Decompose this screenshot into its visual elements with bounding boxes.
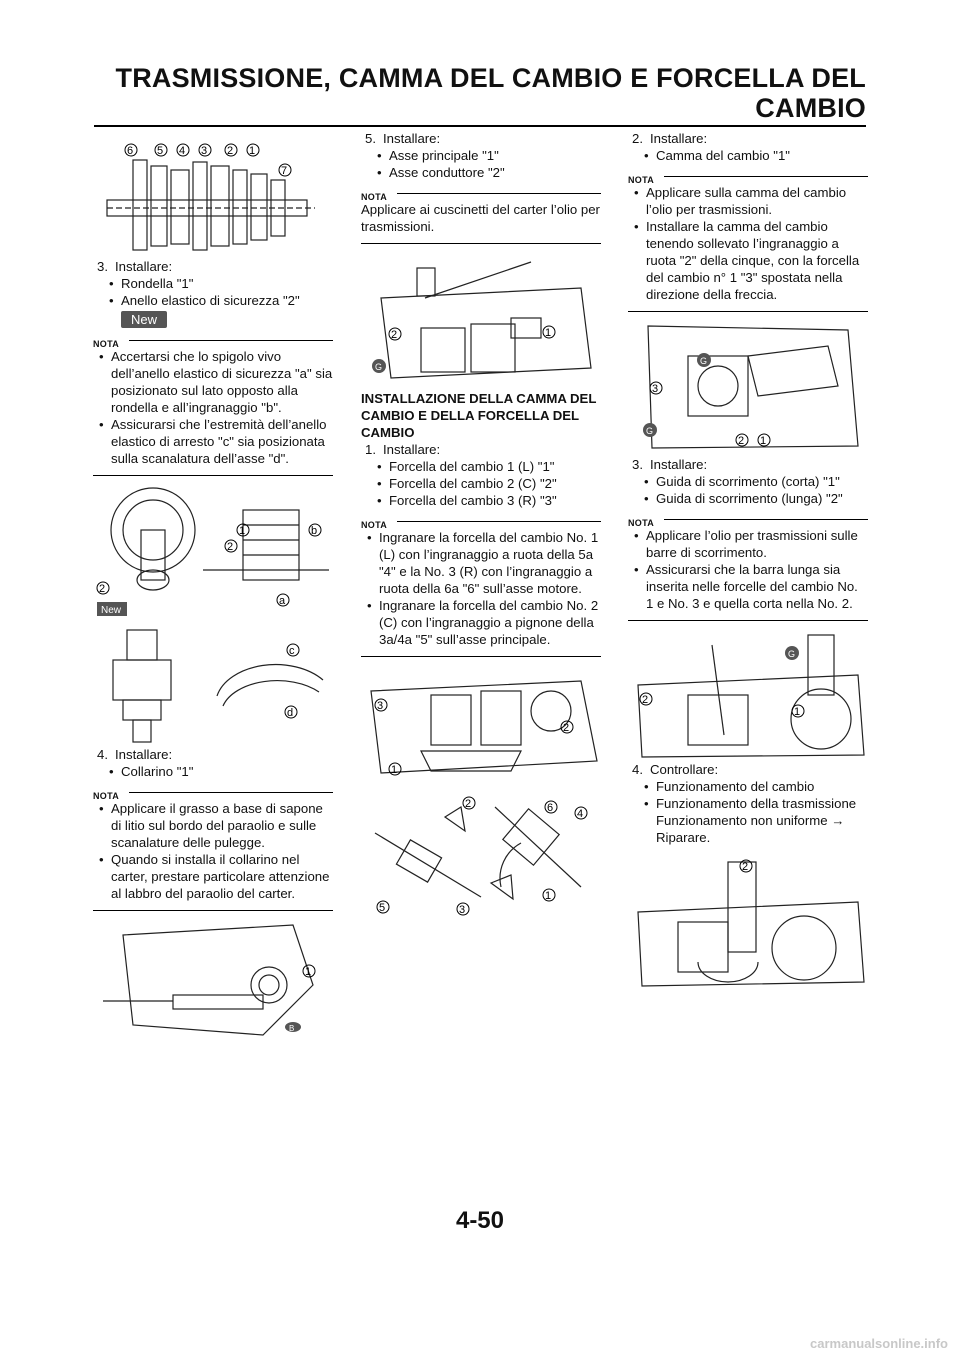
- fig2-callout: 2: [227, 541, 234, 553]
- nota-end-rule: [361, 656, 601, 657]
- figure-guide-bar: [628, 625, 868, 761]
- nota-item: • Ingranare la forcella del cambio No. 2 (C) con l’ingranaggio a pignone della 3a/4a "5" sull’asse principale.: [361, 597, 601, 648]
- figure-gear-shaft: [93, 130, 333, 258]
- step-4: 4. Installare:: [97, 747, 173, 762]
- nota-end-rule: [93, 910, 333, 911]
- fig-callout: 3: [652, 383, 659, 395]
- nota-header: NOTA: [361, 515, 601, 527]
- nota-header: NOTA: [361, 187, 601, 199]
- fig1-callout: 5: [157, 145, 164, 157]
- header-rule: [94, 125, 866, 127]
- fig-callout: 4: [577, 808, 584, 820]
- nota-item: • Assicurarsi che la barra lunga sia inserita nelle forcelle del cambio No. 1 e No. 3 e quella corta nella No. 2.: [628, 561, 868, 612]
- fig2-callout: 2: [99, 583, 106, 595]
- step-3: 3. Installare:: [632, 457, 708, 472]
- fig4-callout: 1: [305, 966, 312, 978]
- fig1-callout: 6: [127, 145, 134, 157]
- action-text: Riparare.: [656, 830, 711, 845]
- column-3: [628, 130, 868, 992]
- fig3-callout: d: [287, 707, 294, 719]
- nota-header: NOTA: [628, 170, 868, 182]
- page-title-line1: TRASMISSIONE, CAMMA DEL CAMBIO E FORCELLA DEL: [115, 63, 866, 93]
- page-title-line2: CAMBIO: [755, 93, 866, 123]
- fig1-callout: 7: [281, 165, 288, 177]
- fig-callout: 2: [738, 435, 745, 447]
- footer-watermark: carmanualsonline.info: [810, 1336, 948, 1351]
- nota-end-rule: [93, 475, 333, 476]
- fig-callout: 3: [459, 904, 466, 916]
- fig2-new-badge: New: [101, 605, 122, 616]
- fig1-callout: 4: [179, 145, 186, 157]
- fig2-callout: b: [311, 525, 318, 537]
- nota-end-rule: [361, 243, 601, 244]
- fig-callout: 1: [794, 706, 801, 718]
- figure-circlip: [93, 480, 333, 620]
- step-5: 5. Installare:: [365, 131, 441, 146]
- figure-collar-install: [93, 915, 333, 1045]
- step-1: 1. Installare:: [365, 442, 441, 457]
- list-item: • Asse conduttore "2": [361, 164, 601, 181]
- fig-callout: 2: [465, 798, 472, 810]
- page-number: 4-50: [455, 1207, 505, 1234]
- step-4: 4. Controllare:: [632, 762, 719, 777]
- list-item: • Forcella del cambio 3 (R) "3": [361, 492, 601, 509]
- fig-callout: G: [700, 356, 708, 366]
- figure-shaft-install: [361, 248, 601, 390]
- fig-callout: 1: [760, 435, 767, 447]
- fig-callout: 1: [391, 764, 398, 776]
- list-item: • Anello elastico di sicurezza "2": [93, 292, 333, 309]
- figure-check-operation: [628, 852, 868, 992]
- fig3-callout: c: [289, 645, 295, 657]
- list-item: • Forcella del cambio 1 (L) "1": [361, 458, 601, 475]
- list-item: • Guida di scorrimento (lunga) "2": [628, 490, 868, 507]
- section-heading: INSTALLAZIONE DELLA CAMMA DEL CAMBIO E DELLA FORCELLA DEL CAMBIO: [361, 391, 597, 440]
- fig-callout: 2: [391, 329, 398, 341]
- nota-item: • Applicare l’olio per trasmissioni sulle barre di scorrimento.: [628, 527, 868, 561]
- nota-item: • Accertarsi che lo spigolo vivo dell’anello elastico di sicurezza "a" sia posizionato sul lato opposto alla rondella e all’ingranaggio "b".: [93, 348, 333, 416]
- figure-fork-install: [361, 661, 601, 787]
- fig1-callout: 1: [249, 145, 256, 157]
- fig-callout: 2: [563, 722, 570, 734]
- fig4-callout: B: [289, 1024, 295, 1033]
- fig-callout: 2: [642, 694, 649, 706]
- nota-item: • Installare la camma del cambio tenendo sollevato l’ingranaggio a ruota "2" della cinque, con la forcella del cambio n° 1 "3" spostata nella direzione della freccia.: [628, 218, 868, 303]
- fig-callout: 3: [377, 700, 384, 712]
- fig-callout: 1: [545, 327, 552, 339]
- step-2: 2. Installare:: [632, 131, 708, 146]
- list-item: • Asse principale "1": [361, 147, 601, 164]
- fig2-callout: a: [279, 595, 286, 607]
- fig1-callout: 3: [201, 145, 208, 157]
- fig2-callout: 1: [239, 525, 246, 537]
- nota-header: NOTA: [93, 786, 333, 798]
- figure-shaft-circlip: [93, 620, 333, 746]
- column-1: [93, 130, 333, 1045]
- list-item: • Guida di scorrimento (corta) "1": [628, 473, 868, 490]
- result-text: Funzionamento non uniforme →: [656, 813, 845, 828]
- nota-end-rule: [628, 620, 868, 621]
- list-item: • Camma del cambio "1": [628, 147, 868, 164]
- fig-callout: 6: [547, 802, 554, 814]
- nota-header: NOTA: [93, 334, 333, 346]
- fig-callout: G: [646, 426, 654, 436]
- list-item: • Funzionamento della trasmissione: [628, 795, 868, 812]
- fig-callout: 1: [545, 890, 552, 902]
- nota-text: Applicare ai cuscinetti del carter l’olio per trasmissioni.: [361, 202, 600, 234]
- list-item: • Forcella del cambio 2 (C) "2": [361, 475, 601, 492]
- nota-end-rule: [628, 311, 868, 312]
- fig1-callout: 2: [227, 145, 234, 157]
- list-item: • Collarino "1": [93, 763, 333, 780]
- figure-fork-gears: [361, 787, 601, 917]
- fig-callout: 5: [379, 902, 386, 914]
- fig-callout: G: [375, 362, 383, 372]
- fig-callout: G: [788, 649, 796, 659]
- nota-item: • Assicurarsi che l’estremità dell’anello elastico di arresto "c" sia posizionata sulla scanalatura dell’asse "d".: [93, 416, 333, 467]
- nota-item: • Applicare sulla camma del cambio l’olio per trasmissioni.: [628, 184, 868, 218]
- figure-shift-cam: [628, 316, 868, 456]
- fig-callout: 2: [742, 861, 749, 873]
- nota-item: • Applicare il grasso a base di sapone di litio sul bordo del paraolio e sulle scanalature delle pulegge.: [93, 800, 333, 851]
- nota-header: NOTA: [628, 513, 868, 525]
- column-2: [361, 130, 601, 917]
- new-part-badge: New: [121, 311, 167, 328]
- nota-item: • Quando si installa il collarino nel carter, prestare particolare attenzione al labbro del paraolio del carter.: [93, 851, 333, 902]
- list-item: • Funzionamento del cambio: [628, 778, 868, 795]
- step-3: 3. Installare:: [97, 259, 173, 274]
- nota-item: • Ingranare la forcella del cambio No. 1 (L) con l’ingranaggio a ruota della 5a "4" e la No. 3 (R) con l’ingranaggio a ruota della 6a "6" sull’asse motore.: [361, 529, 601, 597]
- list-item: • Rondella "1": [93, 275, 333, 292]
